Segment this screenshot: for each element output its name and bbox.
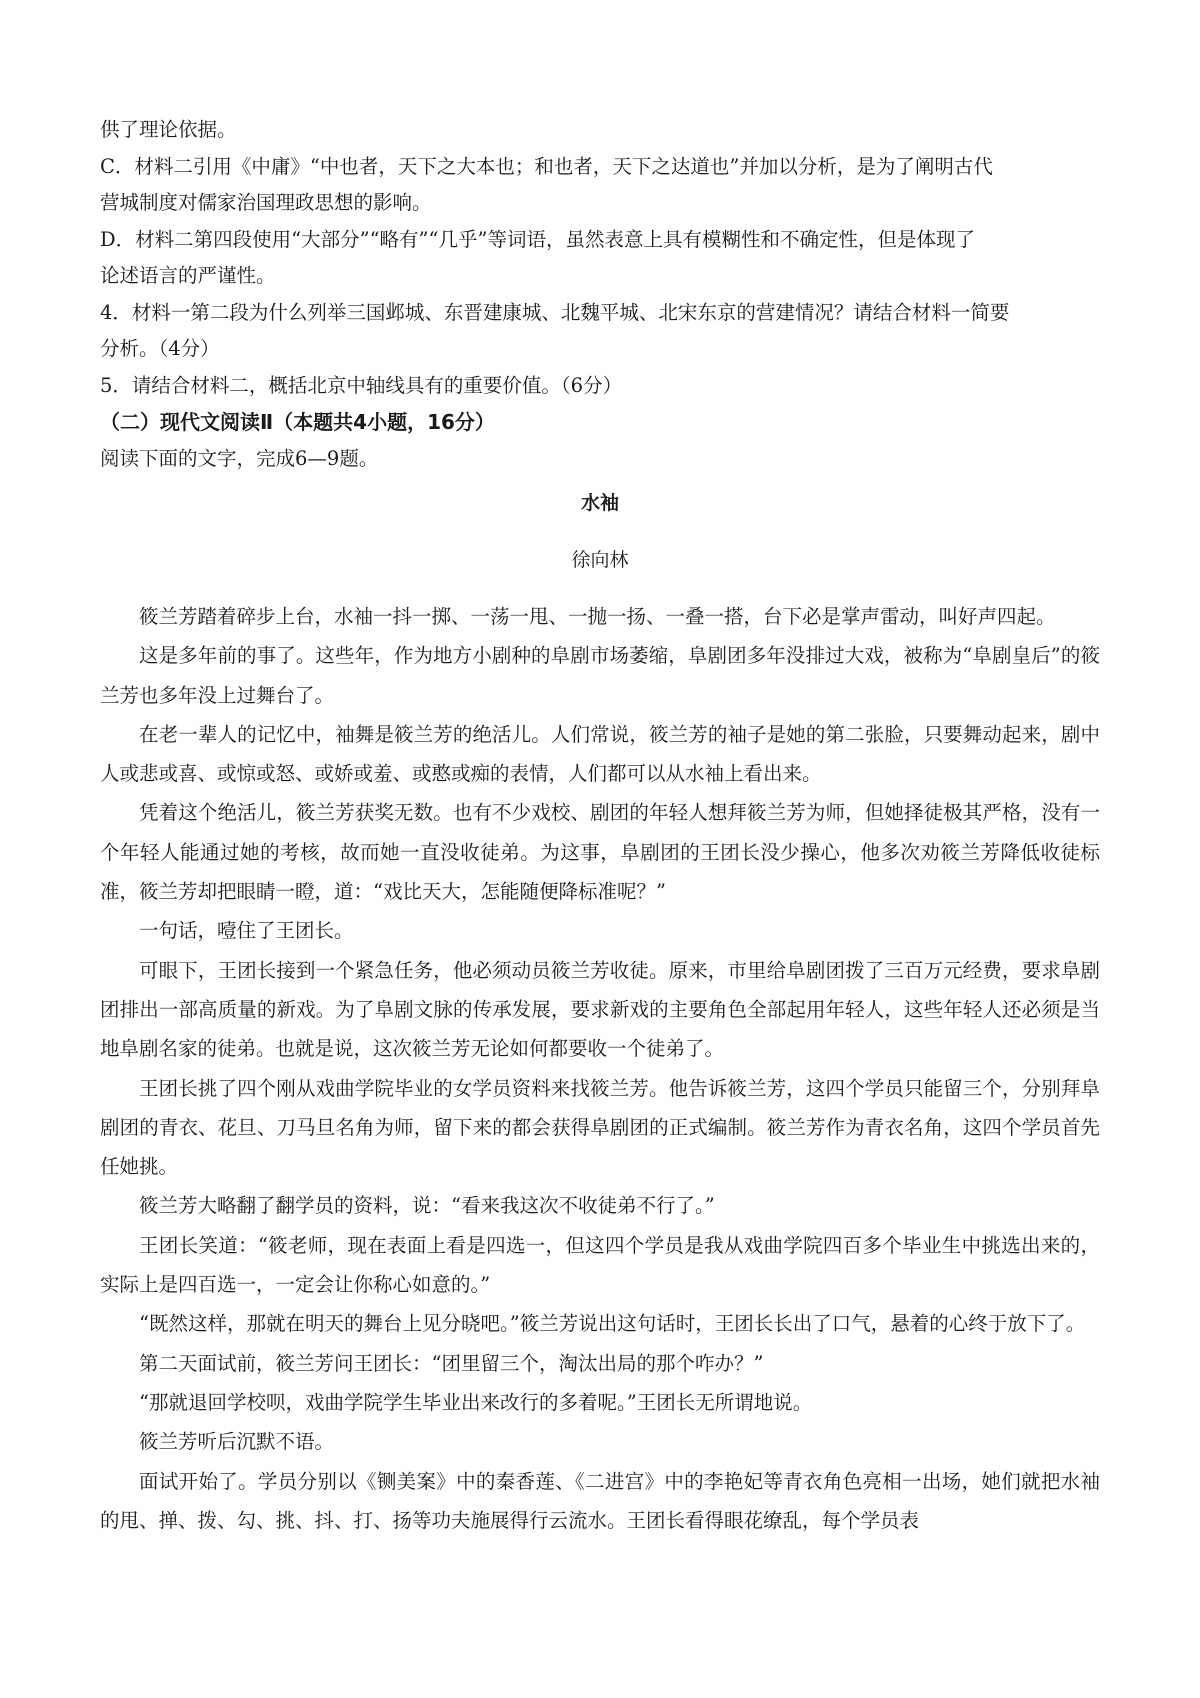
story-paragraph: 筱兰芳听后沉默不语。	[139, 1430, 335, 1454]
story-author: 徐向林	[571, 549, 629, 571]
story-paragraph: 面试开始了。学员分别以《铡美案》中的秦香莲、《二进宫》中的李艳妃等青衣角色亮相一出场，她们就把水袖的甩、掸、拨、勾、挑、抖、打、扬等功夫施展得行云流水。王团长看得眼花缭乱，每个学员表	[100, 1469, 1100, 1532]
option-c-line-2: 营城制度对儒家治国理政思想的影响。	[100, 191, 432, 214]
story-paragraph: 一句话，噎住了王团长。	[139, 919, 354, 943]
question-5: 5．请结合材料二，概括北京中轴线具有的重要价值。（6分）	[100, 373, 623, 397]
question-4	[100, 295, 1100, 368]
section-heading: （二）现代文阅读Ⅱ（本题共4小题，16分）	[100, 410, 495, 434]
option-d	[100, 222, 1100, 295]
story-paragraph: 第二天面试前，筱兰芳问王团长：“团里留三个，淘汰出局的那个咋办？”	[139, 1351, 764, 1375]
story-paragraph: “那就退回学校呗，戏曲学院学生毕业出来改行的多着呢。”王团长无所谓地说。	[139, 1390, 813, 1414]
story-body	[100, 597, 1100, 1540]
story-paragraph: 筱兰芳踏着碎步上台，水袖一抖一掷、一荡一甩、一抛一扬、一叠一搭，台下必是掌声雷动，叫好声四起。	[139, 605, 1056, 628]
story-title: 水袖	[580, 492, 619, 514]
story-paragraph: 在老一辈人的记忆中，袖舞是筱兰芳的绝活儿。人们常说，筱兰芳的袖子是她的第二张脸，只要舞动起来，剧中人或悲或喜、或惊或怒、或娇或羞、或憨或痴的表情，人们都可以从水袖上看出来。	[100, 722, 1100, 786]
story-paragraph: 王团长笑道：“筱老师，现在表面上看是四选一，但这四个学员是我从戏曲学院四百多个毕业生中挑选出来的，实际上是四百选一，一定会让你称心如意的。”	[100, 1233, 1100, 1297]
story-paragraph: “既然这样，那就在明天的舞台上见分晓吧。”筱兰芳说出这句话时，王团长长出了口气，悬着的心终于放下了。	[139, 1312, 1086, 1336]
story-paragraph: 筱兰芳大略翻了翻学员的资料，说：“看来我这次不收徒弟不行了。”	[139, 1194, 715, 1218]
reading-instruction: 阅读下面的文字，完成6—9题。	[100, 446, 379, 470]
option-d-line-1: D．材料二第四段使用“大部分”“略有”“几乎”等词语，虽然表意上具有模糊性和不确定性，但是体现了	[100, 227, 975, 251]
option-c	[100, 149, 1100, 222]
story-paragraph: 王团长挑了四个刚从戏曲学院毕业的女学员资料来找筱兰芳。他告诉筱兰芳，这四个学员只能留三个，分别拜阜剧团的青衣、花旦、刀马旦名角为师，留下来的都会获得阜剧团的正式编制。筱兰芳作为青衣名角，这四个学员首先任她挑。	[100, 1076, 1100, 1179]
story-paragraph: 这是多年前的事了。这些年，作为地方小剧种的阜剧市场萎缩，阜剧团多年没排过大戏，被称为“阜剧皇后”的筱兰芳也多年没上过舞台了。	[100, 644, 1100, 707]
exam-page	[100, 112, 1100, 1540]
option-d-line-2: 论述语言的严谨性。	[100, 264, 276, 287]
story-paragraph: 凭着这个绝活儿，筱兰芳获奖无数。也有不少戏校、剧团的年轻人想拜筱兰芳为师，但她择徒极其严格，没有一个年轻人能通过她的考核，故而她一直没收徒弟。为这事，阜剧团的王团长没少操心，他多次劝筱兰芳降低收徒标准，筱兰芳却把眼睛一瞪，道：“戏比天大，怎能随便降标准呢？”	[100, 801, 1100, 904]
option-c-line-1: C．材料二引用《中庸》“中也者，天下之大本也；和也者，天下之达道也”并加以分析，是为了阐明古代	[100, 154, 993, 178]
question-4-line-1: 4．材料一第二段为什么列举三国邺城、东晋建康城、北魏平城、北宋东京的营建情况？请结合材料一简要	[100, 300, 1010, 324]
option-b-continuation: 供了理论依据。	[100, 118, 237, 141]
story-paragraph: 可眼下，王团长接到一个紧急任务，他必须动员筱兰芳收徒。原来，市里给阜剧团拨了三百万元经费，要求阜剧团排出一部高质量的新戏。为了阜剧文脉的传承发展，要求新戏的主要角色全部起用年轻人，这些年轻人还必须是当地阜剧名家的徒弟。也就是说，这次筱兰芳无论如何都要收一个徒弟了。	[100, 958, 1100, 1061]
question-4-line-2: 分析。（4分）	[100, 337, 220, 360]
